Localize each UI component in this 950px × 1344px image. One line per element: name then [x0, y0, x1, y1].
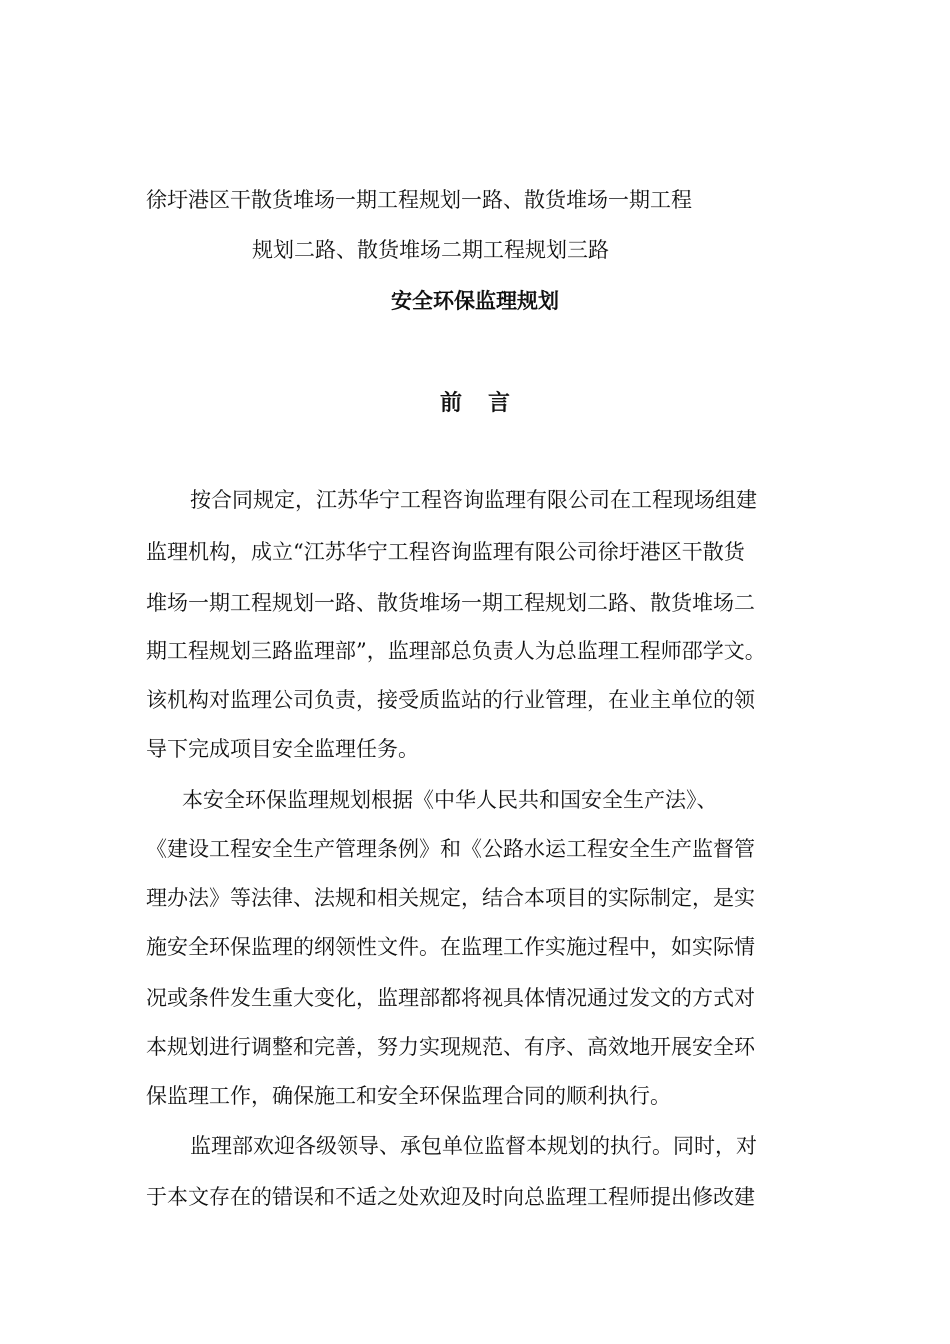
body-line: 该机构对监理公司负责，接受质监站的行业管理，在业主单位的领 [146, 688, 755, 712]
body-line: 况或条件发生重大变化，监理部都将视具体情况通过发文的方式对 [146, 986, 755, 1010]
body-line: 监理部欢迎各级领导、承包单位监督本规划的执行。同时，对 [190, 1134, 757, 1158]
body-line: 理办法》等法律、法规和相关规定，结合本项目的实际制定，是实 [146, 886, 755, 910]
body-line: 导下完成项目安全监理任务。 [146, 737, 419, 761]
body-line: 堆场一期工程规划一路、散货堆场一期工程规划二路、散货堆场二 [146, 591, 755, 615]
body-line: 本规划进行调整和完善，努力实现规范、有序、高效地开展安全环 [146, 1035, 755, 1059]
document-title-line-2: 规划二路、散货堆场二期工程规划三路 [252, 238, 609, 262]
body-line: 监理机构，成立“江苏华宁工程咨询监理有限公司徐圩港区干散货 [146, 540, 745, 564]
document-title-main: 安全环保监理规划 [391, 289, 559, 313]
body-line: 本安全环保监理规划根据《中华人民共和国安全生产法》、 [182, 788, 718, 812]
body-line: 按合同规定，江苏华宁工程咨询监理有限公司在工程现场组建 [190, 488, 757, 512]
section-heading-preface: 前言 [439, 391, 536, 416]
body-line: 施安全环保监理的纲领性文件。在监理工作实施过程中，如实际情 [146, 935, 755, 959]
body-line: 《建设工程安全生产管理条例》和《公路水运工程安全生产监督管 [146, 837, 755, 861]
body-line: 期工程规划三路监理部”，监理部总负责人为总监理工程师邵学文。 [146, 639, 766, 663]
document-title-line-1: 徐圩港区干散货堆场一期工程规划一路、散货堆场一期工程 [146, 188, 692, 212]
body-line: 于本文存在的错误和不适之处欢迎及时向总监理工程师提出修改建 [146, 1185, 755, 1209]
body-line: 保监理工作，确保施工和安全环保监理合同的顺利执行。 [146, 1084, 671, 1108]
